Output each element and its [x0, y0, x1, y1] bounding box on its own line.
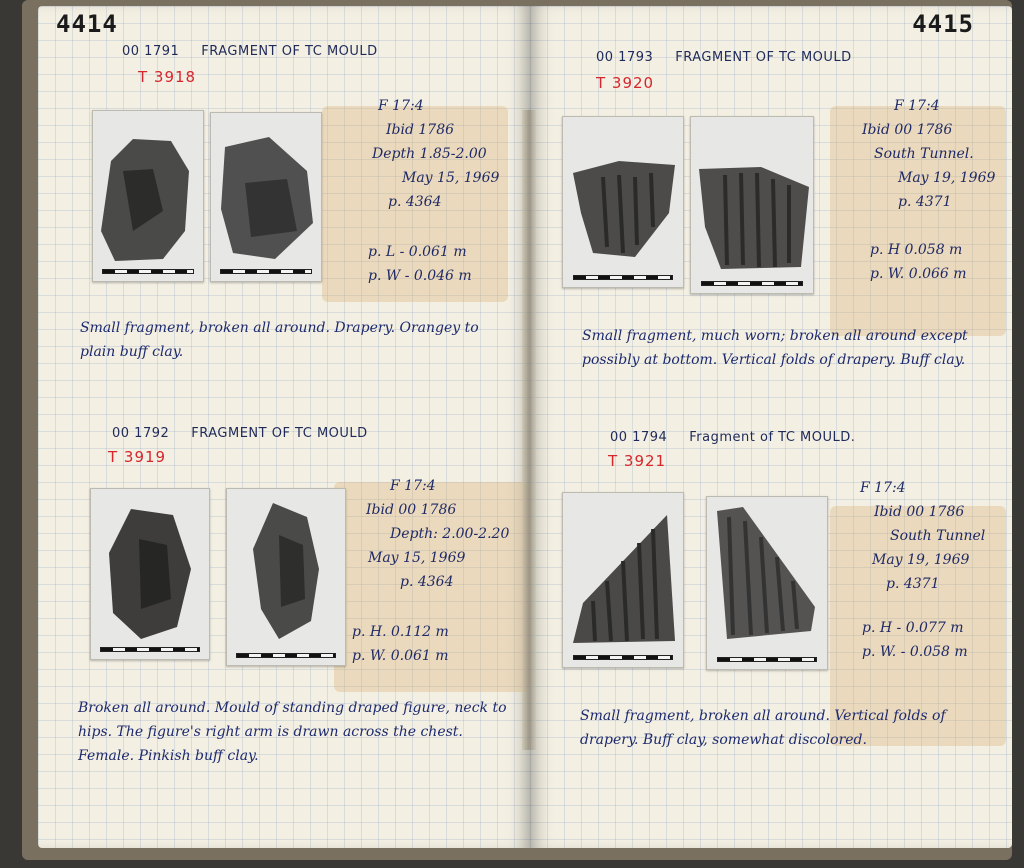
- entry-description: Small fragment, much worn; broken all around except possibly at bottom. Vertical folds of drapery. Buff clay.: [582, 328, 968, 368]
- fragment-image: [563, 117, 683, 287]
- entry-metadata: [862, 94, 995, 286]
- reference: Ibid 1786: [386, 122, 455, 138]
- scale-bar: [220, 269, 312, 274]
- depth: Depth: 2.00-2.20: [390, 526, 510, 542]
- measurement: p. W. 0.066 m: [870, 266, 967, 282]
- entry-metadata: [352, 474, 510, 668]
- fragment-image: [227, 489, 345, 665]
- entry-header: [596, 50, 852, 65]
- scale-bar: [573, 655, 674, 660]
- date: May 15, 1969: [368, 550, 466, 566]
- notebook-page: p. 4371: [886, 576, 940, 592]
- findspot: F 17:4: [390, 478, 436, 494]
- page-number: 4415: [912, 10, 974, 38]
- location: South Tunnel.: [874, 146, 974, 162]
- location: South Tunnel: [890, 528, 986, 544]
- scale-bar: [717, 657, 818, 662]
- entry-metadata: [368, 94, 500, 288]
- reference: Ibid 00 1786: [366, 502, 457, 518]
- fragment-photo: [226, 488, 346, 666]
- fragment-image: [93, 111, 203, 281]
- depth: Depth 1.85-2.00: [372, 146, 487, 162]
- fragment-photo: [210, 112, 322, 282]
- fragment-image: [91, 489, 209, 659]
- scale-bar: [701, 281, 804, 286]
- fragment-photo: [706, 496, 828, 670]
- inventory-number: 00 1793: [596, 50, 654, 65]
- inventory-number: 00 1792: [112, 426, 170, 441]
- measurement: p. W. 0.061 m: [352, 648, 449, 664]
- inventory-number: 00 1794: [610, 430, 668, 445]
- fragment-image: [707, 497, 827, 669]
- entry-description: Broken all around. Mould of standing draped figure, neck to hips. The figure's right arm is drawn across the chest. Female. Pinkish buff clay.: [78, 700, 507, 764]
- entry-header: [122, 44, 378, 59]
- notebook-page: p. 4364: [400, 574, 454, 590]
- left-page: [38, 6, 530, 848]
- entry-header: [112, 426, 368, 441]
- entry-title: Fragment of TC MOULD.: [689, 430, 856, 445]
- inventory-number: 00 1791: [122, 44, 180, 59]
- fragment-photo: [90, 488, 210, 660]
- entry-description: Small fragment, broken all around. Drapery. Orangey to plain buff clay.: [80, 320, 479, 360]
- t-number: T 3919: [108, 448, 167, 466]
- t-number: T 3920: [596, 74, 655, 92]
- findspot: F 17:4: [378, 98, 424, 114]
- notebook: [22, 0, 1012, 860]
- t-number: T 3921: [608, 452, 667, 470]
- fragment-photo: [92, 110, 204, 282]
- scale-bar: [102, 269, 194, 274]
- measurement: p. L - 0.061 m: [368, 244, 467, 260]
- fragment-image: [691, 117, 813, 293]
- date: May 19, 1969: [898, 170, 996, 186]
- measurement: p. H - 0.077 m: [862, 620, 964, 636]
- entry-description: Small fragment, broken all around. Vertical folds of drapery. Buff clay, somewhat discolored.: [580, 708, 946, 748]
- measurement: p. W - 0.046 m: [368, 268, 472, 284]
- fragment-photo: [690, 116, 814, 294]
- entry-title: FRAGMENT OF TC MOULD: [675, 50, 852, 65]
- scale-bar: [100, 647, 199, 652]
- scale-bar: [236, 653, 335, 658]
- fragment-image: [563, 493, 683, 667]
- reference: Ibid 00 1786: [862, 122, 953, 138]
- t-number: T 3918: [138, 68, 197, 86]
- entry-header: [610, 430, 855, 445]
- entry-metadata: [860, 476, 985, 664]
- scale-bar: [573, 275, 674, 280]
- findspot: F 17:4: [860, 480, 906, 496]
- fragment-photo: [562, 116, 684, 288]
- notebook-page: p. 4364: [388, 194, 442, 210]
- right-page: [530, 6, 1012, 848]
- measurement: p. W. - 0.058 m: [862, 644, 968, 660]
- fragment-photo: [562, 492, 684, 668]
- entry-title: FRAGMENT OF TC MOULD: [201, 44, 378, 59]
- measurement: p. H. 0.112 m: [352, 624, 449, 640]
- findspot: F 17:4: [894, 98, 940, 114]
- fragment-image: [211, 113, 321, 281]
- date: May 15, 1969: [402, 170, 500, 186]
- binding-gutter: [522, 110, 536, 750]
- reference: Ibid 00 1786: [874, 504, 965, 520]
- measurement: p. H 0.058 m: [870, 242, 963, 258]
- notebook-page: p. 4371: [898, 194, 952, 210]
- date: May 19, 1969: [872, 552, 970, 568]
- page-number: 4414: [56, 10, 118, 38]
- entry-title: FRAGMENT OF TC MOULD: [191, 426, 368, 441]
